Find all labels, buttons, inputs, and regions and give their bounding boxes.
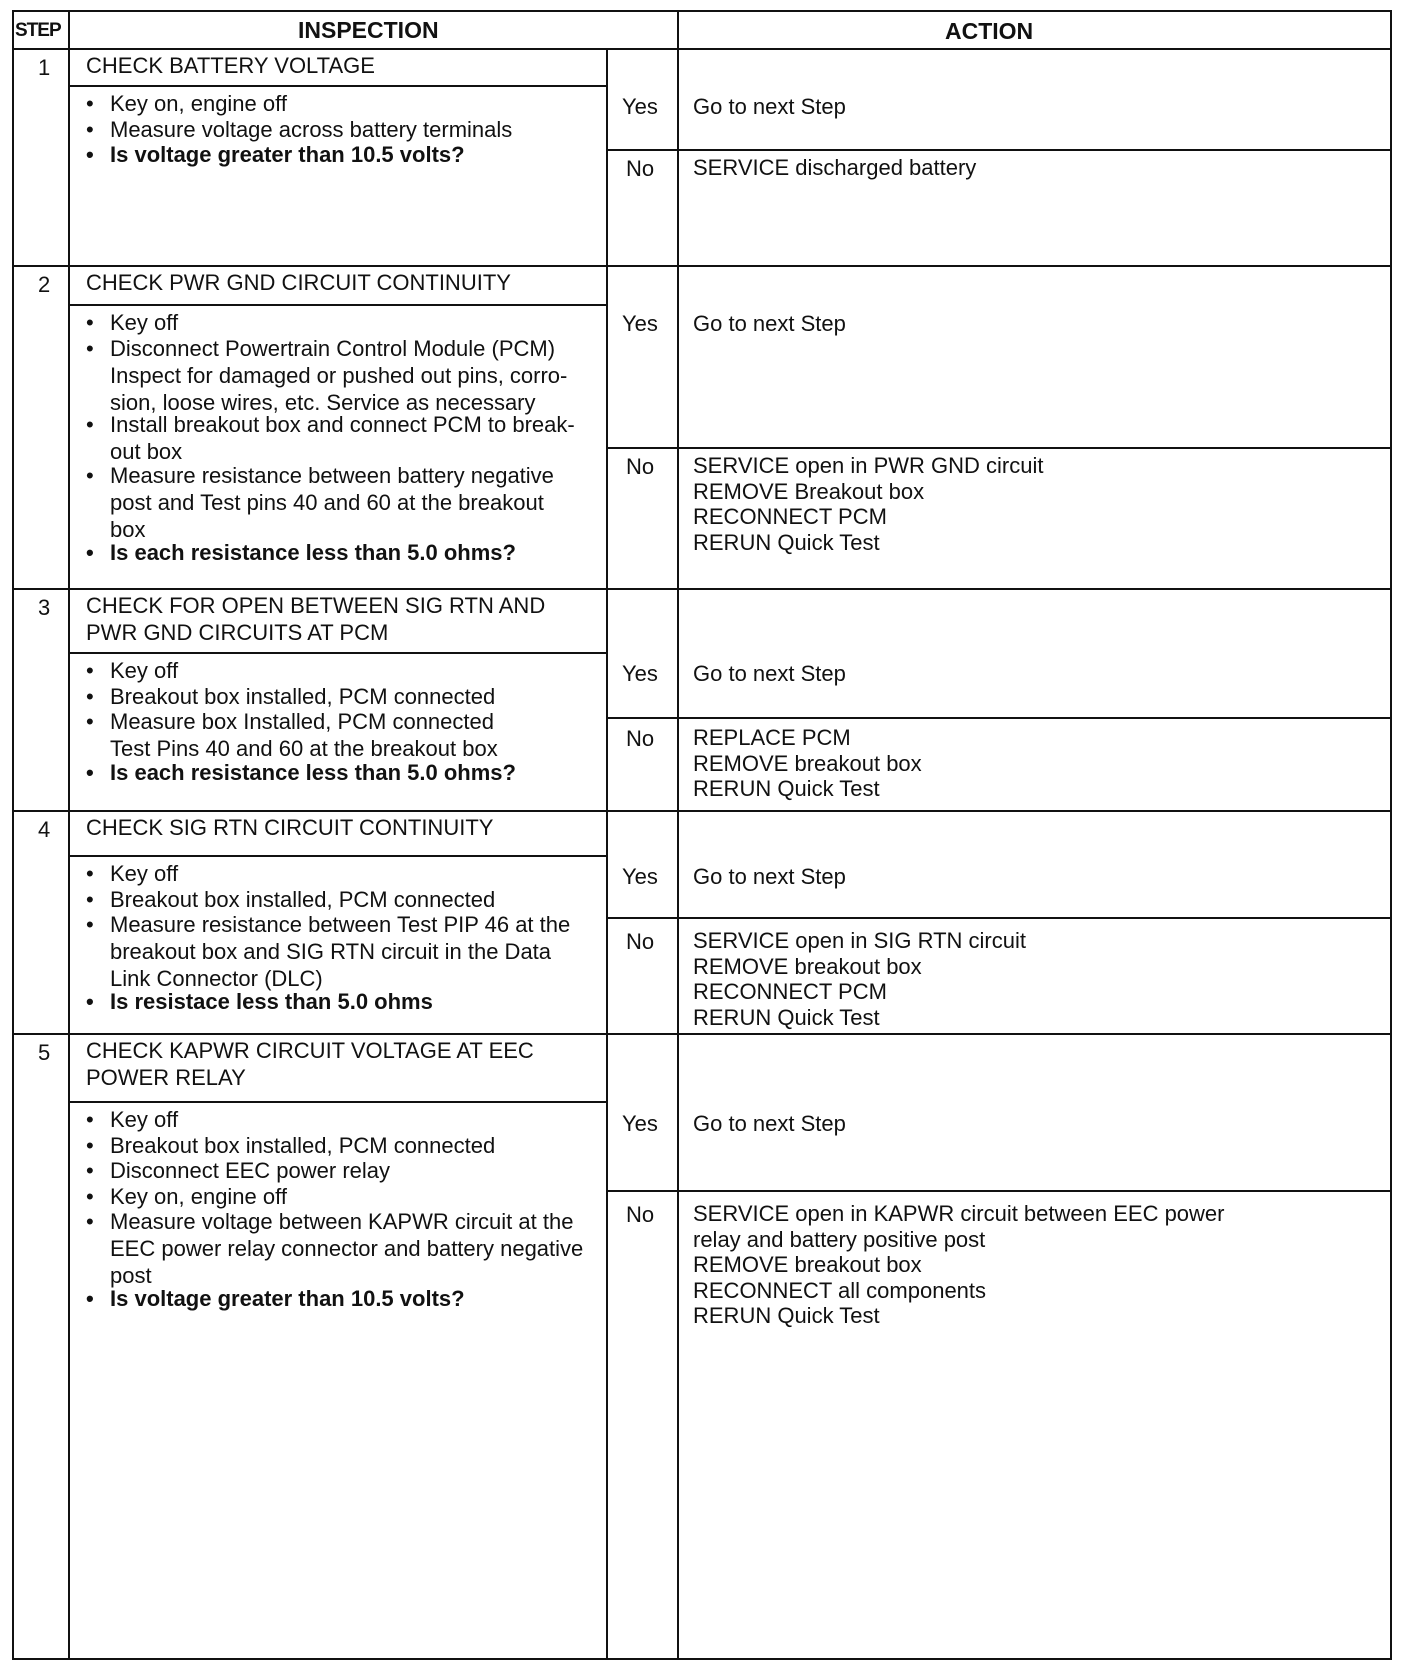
yes-action: Go to next Step [693, 864, 846, 889]
no-label: No [626, 454, 655, 479]
step-title: CHECK PWR GND CIRCUIT CONTINUITY [86, 270, 511, 295]
yes-label: Yes [622, 864, 658, 889]
bullet-text: Measure resistance between battery negative post and Test pins 40 and 60 at the breakout box [110, 463, 554, 542]
bullet-text: Key on, engine off [110, 91, 287, 116]
inspection-divider [606, 48, 608, 265]
inspection-divider [606, 265, 608, 588]
step-title: CHECK KAPWR CIRCUIT VOLTAGE AT EEC POWER RELAY [86, 1038, 534, 1090]
row-divider [14, 1033, 1390, 1035]
bullet-text: Is voltage greater than 10.5 volts? [110, 1285, 465, 1311]
step-column-divider [68, 810, 70, 1033]
bullet-text: Key on, engine off [110, 1183, 287, 1209]
step-column-divider [68, 588, 70, 810]
bullet-text: Is resistace less than 5.0 ohms [110, 988, 433, 1014]
bullet-text: Measure voltage between KAPWR circuit at the EEC power relay connector and battery negative post [110, 1209, 584, 1288]
bullet-text: Key off [110, 861, 179, 886]
action-divider [677, 588, 679, 810]
bullet-text: Breakout box installed, PCM connected [110, 683, 496, 709]
no-label: No [626, 929, 655, 954]
step-title: CHECK BATTERY VOLTAGE [86, 53, 375, 78]
action-divider [677, 1033, 679, 1658]
yes-no-divider [606, 447, 1390, 449]
action-column-header: ACTION [945, 18, 1034, 44]
bullet-icon: • [86, 886, 94, 912]
header-divider [677, 12, 679, 48]
yes-no-divider [606, 917, 1390, 919]
title-underline [68, 304, 606, 306]
bullet-text: Measure voltage across battery terminals [110, 116, 513, 142]
bullet-text: Key off [110, 310, 179, 335]
bullet-icon: • [86, 912, 94, 937]
yes-label: Yes [622, 94, 658, 119]
bullet-text: Measure resistance between Test PIP 46 at the breakout box and SIG RTN circuit in the Data Link Connector (DLC) [110, 912, 571, 991]
bullet-icon: • [86, 1132, 94, 1158]
bullet-text: Breakout box installed, PCM connected [110, 886, 496, 912]
step-column-divider [68, 1033, 70, 1658]
bullet-text: Is voltage greater than 10.5 volts? [110, 142, 465, 167]
step-title: CHECK FOR OPEN BETWEEN SIG RTN AND PWR GND CIRCUITS AT PCM [86, 593, 546, 645]
bullet-text: Is each resistance less than 5.0 ohms? [110, 539, 516, 565]
bullet-text: Key off [110, 658, 179, 683]
no-action: SERVICE open in PWR GND circuit REMOVE Breakout box RECONNECT PCM RERUN Quick Test [693, 453, 1044, 555]
bullet-icon: • [86, 683, 94, 709]
diagnostic-table [12, 10, 1392, 1660]
inspection-column-header: INSPECTION [298, 17, 439, 43]
bullet-text: Key off [110, 1107, 179, 1132]
bullet-icon: • [86, 760, 94, 785]
yes-label: Yes [622, 311, 658, 336]
bullet-icon: • [86, 310, 94, 335]
action-divider [677, 48, 679, 265]
bullet-text: Measure box Installed, PCM connected Test Pins 40 and 60 at the breakout box [110, 709, 498, 761]
row-divider [14, 588, 1390, 590]
step-number: 5 [38, 1040, 51, 1065]
bullet-icon: • [86, 116, 94, 142]
bullet-text: Is each resistance less than 5.0 ohms? [110, 760, 516, 785]
step-number: 1 [38, 55, 51, 80]
bullet-icon: • [86, 861, 94, 886]
title-underline [68, 652, 606, 654]
yes-label: Yes [622, 1111, 658, 1136]
yes-action: Go to next Step [693, 1111, 846, 1136]
action-divider [677, 810, 679, 1033]
yes-no-divider [606, 1190, 1390, 1192]
bullet-icon: • [86, 1158, 94, 1183]
bullet-icon: • [86, 709, 94, 734]
bullet-icon: • [86, 412, 94, 437]
yes-action: Go to next Step [693, 94, 846, 119]
no-action: REPLACE PCM REMOVE breakout box RERUN Quick Test [693, 725, 922, 801]
bullet-icon: • [86, 1209, 94, 1234]
step-column-divider [68, 265, 70, 588]
yes-no-divider [606, 149, 1390, 151]
inspection-divider [606, 810, 608, 1033]
bullet-icon: • [86, 142, 94, 167]
header-divider [68, 12, 70, 48]
no-action: SERVICE discharged battery [693, 155, 977, 180]
bullet-text: Disconnect EEC power relay [110, 1158, 391, 1183]
step-number: 2 [38, 272, 51, 297]
step-number: 3 [38, 595, 51, 620]
row-divider [14, 810, 1390, 812]
bullet-icon: • [86, 988, 94, 1014]
bullet-icon: • [86, 1285, 94, 1311]
no-label: No [626, 726, 655, 751]
step-number: 4 [38, 817, 51, 842]
header-bottom-rule [14, 48, 1390, 50]
row-divider [14, 265, 1390, 267]
bullet-text: Disconnect Powertrain Control Module (PCM) Inspect for damaged or pushed out pins, corro- sion, loose wires, etc. Service as necessary [110, 335, 568, 415]
bullet-text: Breakout box installed, PCM connected [110, 1132, 496, 1158]
step-column-header: STEP [15, 20, 61, 41]
no-action: SERVICE open in SIG RTN circuit REMOVE breakout box RECONNECT PCM RERUN Quick Test [693, 928, 1026, 1030]
title-underline [68, 855, 606, 857]
yes-action: Go to next Step [693, 661, 846, 686]
yes-no-divider [606, 717, 1390, 719]
inspection-divider [606, 1033, 608, 1658]
bullet-icon: • [86, 1183, 94, 1209]
bullet-text: Install breakout box and connect PCM to break- out box [110, 412, 575, 464]
no-label: No [626, 1202, 655, 1227]
no-label: No [626, 156, 655, 181]
action-divider [677, 265, 679, 588]
yes-label: Yes [622, 661, 658, 686]
title-underline [68, 1101, 606, 1103]
bullet-icon: • [86, 539, 94, 565]
bullet-icon: • [86, 91, 94, 116]
step-title: CHECK SIG RTN CIRCUIT CONTINUITY [86, 815, 494, 840]
bullet-icon: • [86, 658, 94, 683]
no-action: SERVICE open in KAPWR circuit between EEC power relay and battery positive post REMOVE breakout box RECONNECT all components RERUN Quick Test [693, 1201, 1225, 1328]
inspection-divider [606, 588, 608, 810]
step-column-divider [68, 48, 70, 265]
title-underline [68, 85, 606, 87]
yes-action: Go to next Step [693, 311, 846, 336]
bullet-icon: • [86, 463, 94, 488]
bullet-icon: • [86, 1107, 94, 1132]
bullet-icon: • [86, 335, 94, 361]
